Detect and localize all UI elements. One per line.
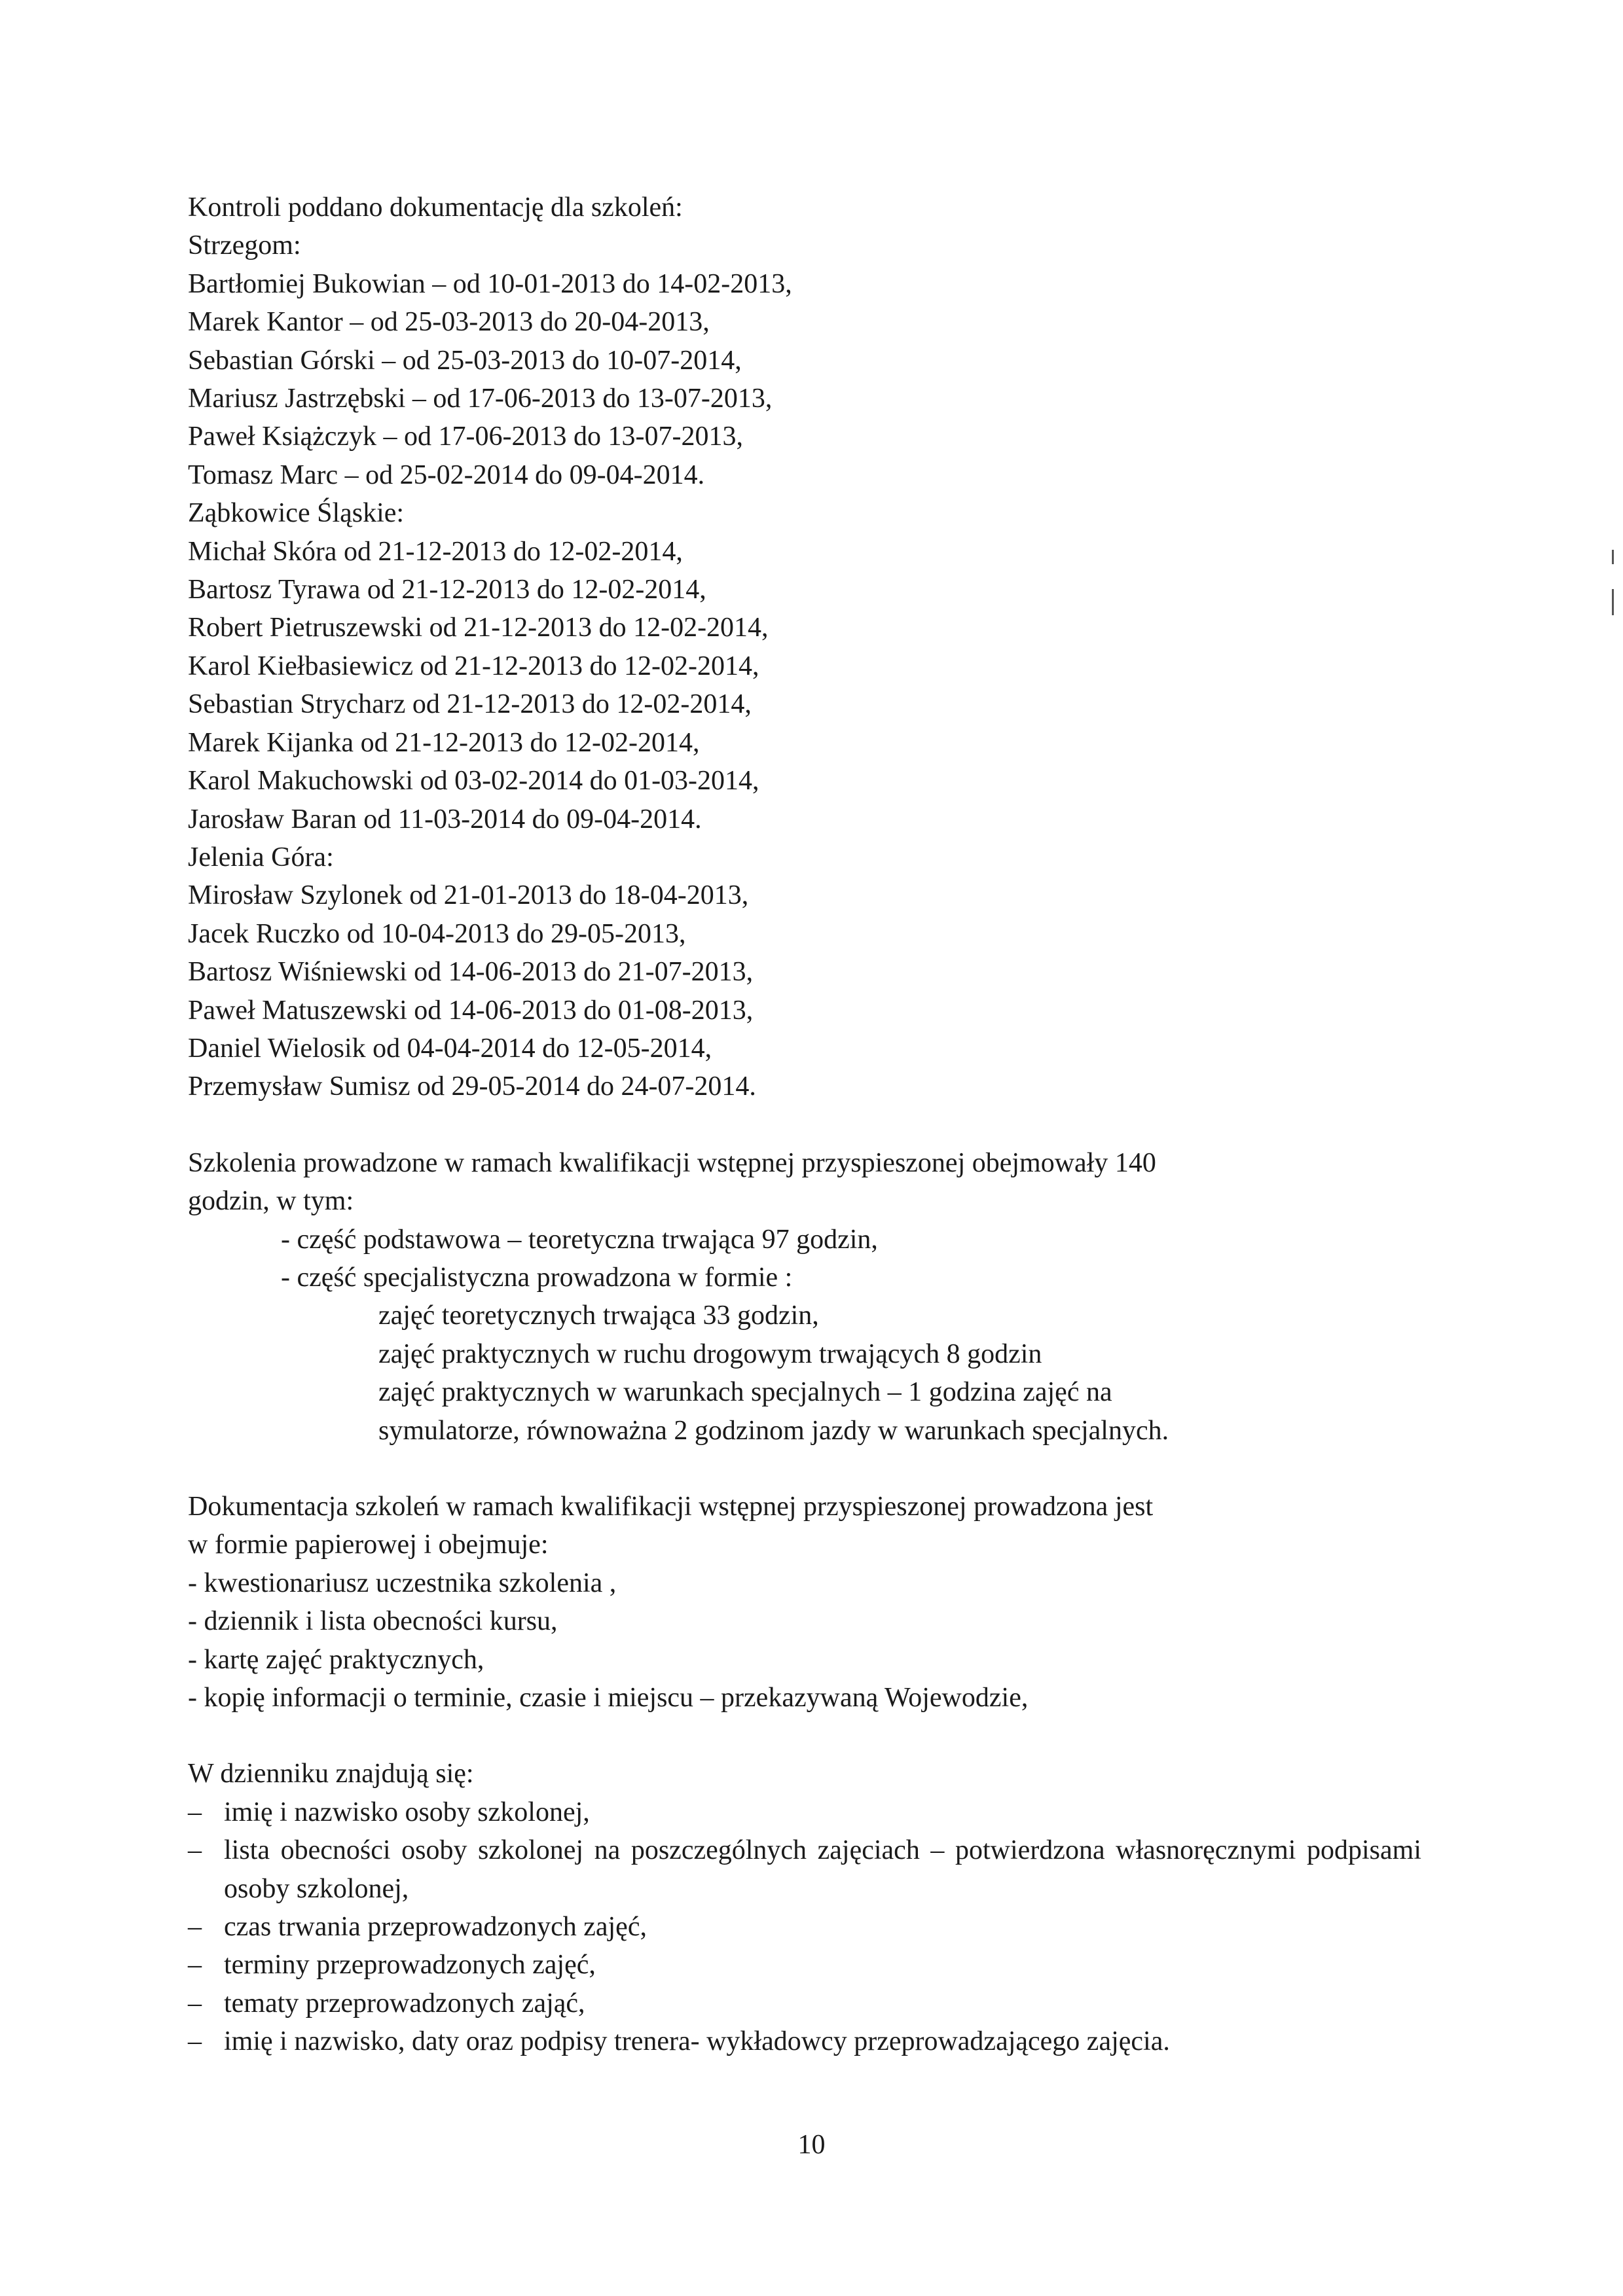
list-item: Paweł Matuszewski od 14-06-2013 do 01-08-2013, (188, 995, 754, 1026)
training-hours-intro-line1: Szkolenia prowadzone w ramach kwalifikacji wstępnej przyspieszonej obejmowały 140 (188, 1147, 1156, 1178)
dash-bullet: – (188, 1797, 202, 1827)
paragraph-gap (188, 1450, 1421, 1488)
list-item (188, 1908, 1421, 1946)
list-item: - kartę zajęć praktycznych, (188, 1644, 484, 1675)
place-heading-jelenia-gora: Jelenia Góra: (188, 842, 334, 872)
basic-part-item: - część podstawowa – teoretyczna trwająca 97 godzin, (281, 1224, 878, 1255)
list-item-text: czas trwania przeprowadzonych zajęć, (224, 1912, 647, 1943)
list-item: Marek Kijanka od 21-12-2013 do 12-02-2014, (188, 727, 700, 758)
list-item: Robert Pietruszewski od 21-12-2013 do 12-02-2014, (188, 613, 769, 643)
list-item: Karol Kiełbasiewicz od 21-12-2013 do 12-02-2014, (188, 651, 759, 681)
scan-edge-mark (1612, 550, 1614, 564)
documentation-intro (188, 1488, 1421, 1526)
list-item: Jarosław Baran od 11-03-2014 do 09-04-2014. (188, 804, 702, 834)
list-item: Bartosz Wiśniewski od 14-06-2013 do 21-07-2013, (188, 957, 754, 988)
list-item: Bartłomiej Bukowian – od 10-01-2013 do 14-02-2013, (188, 268, 792, 299)
list-item: Sebastian Strycharz od 21-12-2013 do 12-02-2014, (188, 689, 752, 720)
dash-bullet: – (188, 1950, 202, 1981)
list-item: Bartosz Tyrawa od 21-12-2013 do 12-02-2014, (188, 575, 706, 605)
list-item (188, 1946, 1421, 1984)
page-content (188, 188, 1421, 2061)
list-item-text: tematy przeprowadzonych zająć, (224, 1988, 585, 2018)
place-heading-zabkowice: Ząbkowice Śląskie: (188, 498, 405, 529)
dash-bullet: – (188, 1988, 202, 2018)
sub-item: zajęć teoretycznych trwająca 33 godzin, (378, 1300, 819, 1331)
list-item-text: imię i nazwisko osoby szkolonej, (224, 1797, 590, 1827)
list-item: Sebastian Górski – od 25-03-2013 do 10-07-2014, (188, 345, 742, 376)
specialist-part-item: - część specjalistyczna prowadzona w formie : (281, 1262, 793, 1293)
list-item (188, 2022, 1421, 2060)
list-item-text: lista obecności osoby szkolonej na poszczególnych zajęciach – potwierdzona własnoręcznymi podpisami osoby szkolonej, (224, 1835, 1421, 1904)
paragraph-gap (188, 1106, 1421, 1144)
list-item: Marek Kantor – od 25-03-2013 do 20-04-2013, (188, 307, 710, 338)
section1-heading: Kontroli poddano dokumentację dla szkoleń: (188, 192, 683, 223)
list-item: - kwestionariusz uczestnika szkolenia , (188, 1568, 617, 1598)
documentation-intro-line2: w formie papierowej i obejmuje: (188, 1530, 549, 1560)
list-item: Mariusz Jastrzębski – od 17-06-2013 do 13-07-2013, (188, 384, 773, 414)
training-hours-intro (188, 1144, 1421, 1182)
simulator-item (188, 1373, 1421, 1411)
list-item (188, 1793, 1421, 1831)
page-number: 10 (797, 2130, 826, 2160)
list-item (188, 1984, 1421, 2022)
list-item: Daniel Wielosik od 04-04-2014 do 12-05-2014, (188, 1033, 712, 1064)
list-item: Karol Makuchowski od 03-02-2014 do 01-03-2014, (188, 766, 759, 797)
list-item (188, 1831, 1421, 1908)
list-item: Tomasz Marc – od 25-02-2014 do 09-04-2014. (188, 459, 705, 490)
list-item: Mirosław Szylonek od 21-01-2013 do 18-04-2013, (188, 880, 749, 911)
list-item-text: imię i nazwisko, daty oraz podpisy trenera- wykładowcy przeprowadzającego zajęcia. (224, 2026, 1170, 2057)
documentation-intro-line1: Dokumentacja szkoleń w ramach kwalifikacji wstępnej przyspieszonej prowadzona jest (188, 1492, 1154, 1522)
paragraph-gap (188, 1717, 1421, 1755)
simulator-item-line2: symulatorze, równoważna 2 godzinom jazdy w warunkach specjalnych. (378, 1415, 1169, 1446)
list-item: Przemysław Sumisz od 29-05-2014 do 24-07-2014. (188, 1071, 756, 1102)
dash-bullet: – (188, 1835, 202, 1866)
list-item: Jacek Ruczko od 10-04-2013 do 29-05-2013, (188, 918, 686, 949)
simulator-item-line1: zajęć praktycznych w warunkach specjalnych – 1 godzina zajęć na (378, 1377, 1112, 1408)
list-item: Paweł Książczyk – od 17-06-2013 do 13-07-2013, (188, 422, 743, 452)
list-item-text: terminy przeprowadzonych zajęć, (224, 1950, 596, 1981)
journal-heading: W dzienniku znajdują się: (188, 1759, 474, 1789)
sub-item: zajęć praktycznych w ruchu drogowym trwających 8 godzin (378, 1338, 1042, 1369)
scan-edge-mark (1612, 589, 1614, 615)
list-item: Michał Skóra od 21-12-2013 do 12-02-2014, (188, 536, 683, 567)
training-hours-intro-line2: godzin, w tym: (188, 1186, 354, 1217)
dash-bullet: – (188, 2026, 202, 2057)
dash-bullet: – (188, 1912, 202, 1943)
list-item: - kopię informacji o terminie, czasie i miejscu – przekazywaną Wojewodzie, (188, 1683, 1029, 1713)
place-heading-strzegom: Strzegom: (188, 230, 301, 261)
list-item: - dziennik i lista obecności kursu, (188, 1606, 558, 1637)
